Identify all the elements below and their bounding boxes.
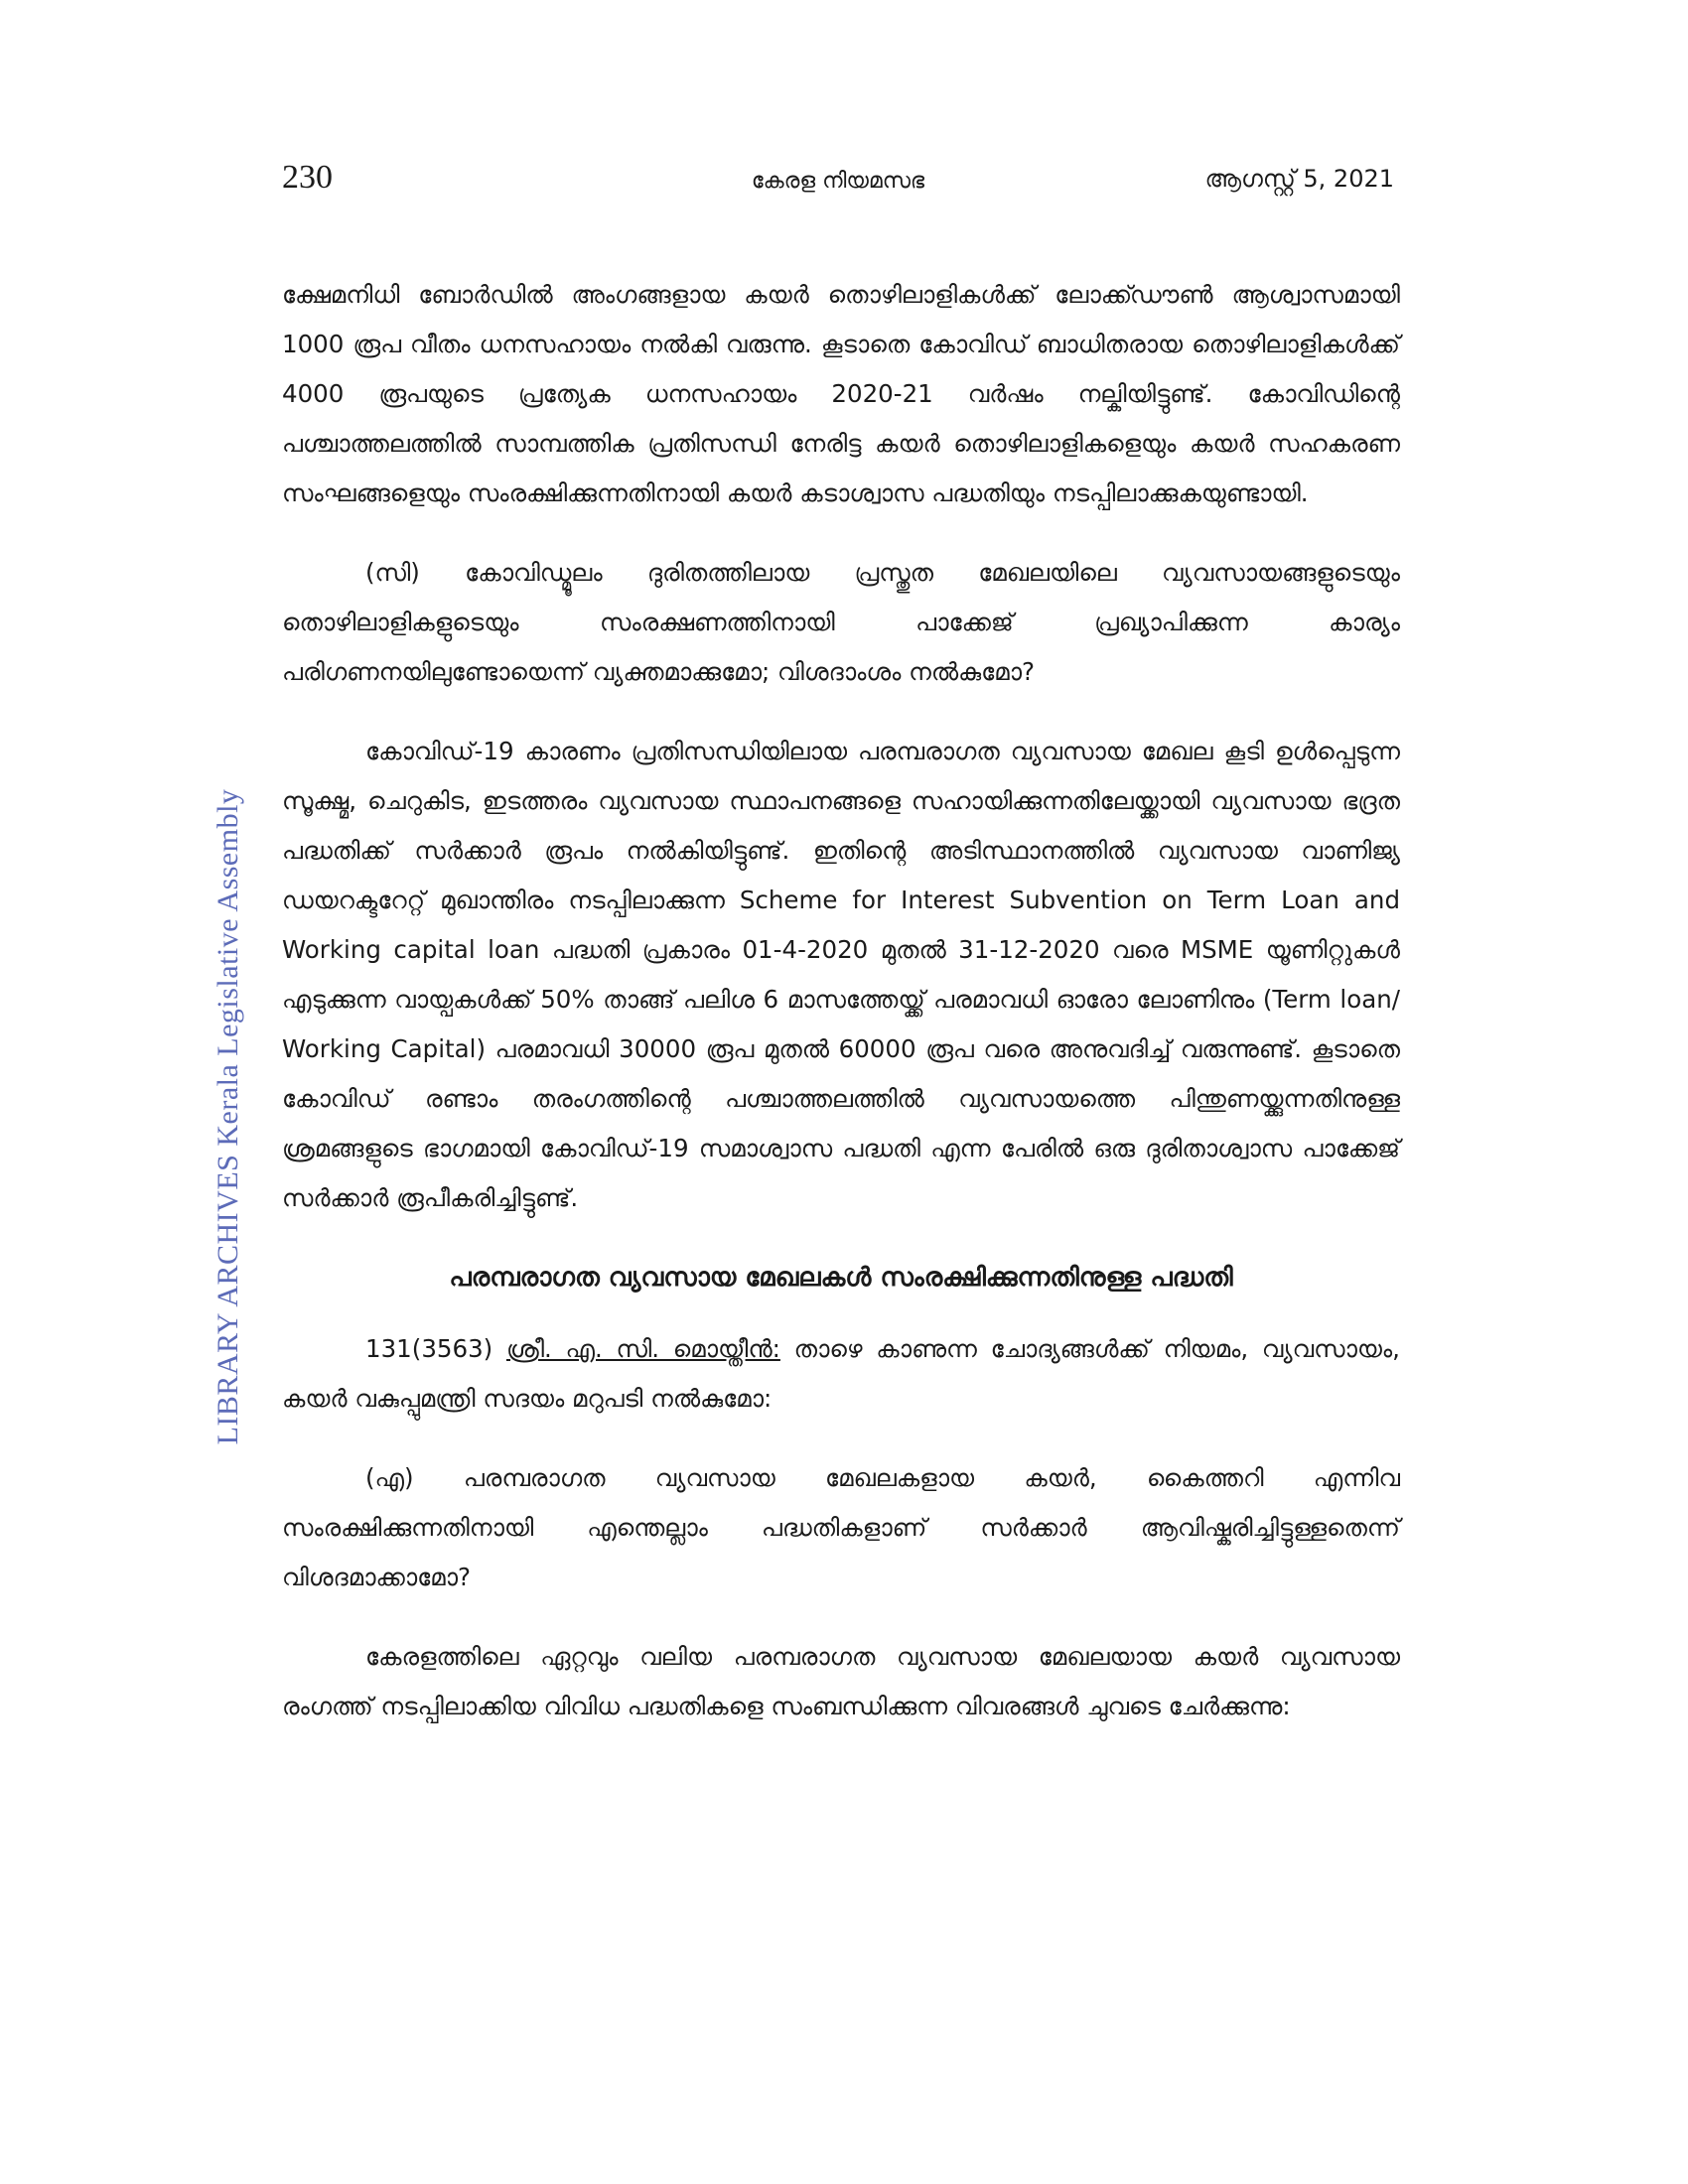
question-number: 131(3563) — [365, 1334, 493, 1363]
paragraph-coir-relief: ക്ഷേമനിധി ബോർഡിൽ അംഗങ്ങളായ കയർ തൊഴിലാളികൾക്ക് ലോക്ക്ഡൗൺ ആശ്വാസമായി 1000 രൂപ വീതം ധനസഹായം നൽകി വരുന്നു. കൂടാതെ കോവിഡ് ബാധിതരായ തൊഴിലാളികൾക്ക് 4000 രൂപയുടെ പ്രത്യേക ധനസഹായം 2020-21 വർഷം നല്കിയിട്ടുണ്ട്. കോവിഡിന്റെ പശ്ചാത്തലത്തിൽ സാമ്പത്തിക പ്രതിസന്ധി നേരിട്ട കയർ തൊഴിലാളികളെയും കയർ സഹകരണ സംഘങ്ങളെയും സംരക്ഷിക്കുന്നതിനായി കയർ കടാശ്വാസ പദ്ധതിയും നടപ്പിലാക്കുകയുണ്ടായി. — [282, 280, 1400, 507]
running-title: കേരള നിയമസഭ — [751, 169, 925, 194]
page-header — [282, 159, 1394, 208]
question-intro-text: താഴെ കാണുന്ന ചോദ്യങ്ങൾക്ക് നിയമം, വ്യവസായം, കയർ വകുപ്പുമന്ത്രി സദയം മറുപടി നൽകുമോ: — [282, 1334, 1400, 1413]
question-c: (സി) കോവിഡ്മൂലം ദുരിതത്തിലായ പ്രസ്തുത മേഖലയിലെ വ്യവസായങ്ങളുടെയും തൊഴിലാളികളുടെയും സംരക്ഷണത്തിനായി പാക്കേജ് പ്രഖ്യാപിക്കുന്ന കാര്യം പരിഗണനയിലുണ്ടോയെന്ന് വ്യക്തമാക്കുമോ; വിശദാംശം നൽകുമോ? — [282, 558, 1400, 686]
section-heading: പരമ്പരാഗത വ്യവസായ മേഖലകൾ സംരക്ഷിക്കുന്നതിനുള്ള പദ്ധതി — [449, 1263, 1233, 1293]
answer-a: കേരളത്തിലെ ഏറ്റവും വലിയ പരമ്പരാഗത വ്യവസായ മേഖലയായ കയർ വ്യവസായ രംഗത്ത് നടപ്പിലാക്കിയ വിവിധ പദ്ധതികളെ സംബന്ധിക്കുന്ന വിവരങ്ങൾ ചുവടെ ചേർക്കുന്നു: — [282, 1642, 1400, 1720]
page-number: 230 — [282, 159, 333, 196]
answer-c: കോവിഡ്-19 കാരണം പ്രതിസന്ധിയിലായ പരമ്പരാഗത വ്യവസായ മേഖല കൂടി ഉൾപ്പെടുന്ന സൂക്ഷ്മ, ചെറുകിട, ഇടത്തരം വ്യവസായ സ്ഥാപനങ്ങളെ സഹായിക്കുന്നതിലേയ്ക്കായി വ്യവസായ ഭദ്രത പദ്ധതിക്ക് സർക്കാർ രൂപം നൽകിയിട്ടുണ്ട്. ഇതിന്റെ അടിസ്ഥാനത്തിൽ വ്യവസായ വാണിജ്യ ഡയറക്ടറേറ്റ് മുഖാന്തിരം നടപ്പിലാക്കുന്ന Scheme for Interest Subvention on Term Loan and Working capital loan പദ്ധതി പ്രകാരം 01-4-2020 മുതൽ 31-12-2020 വരെ MSME യൂണിറ്റുകൾ എടുക്കുന്ന വായ്പകൾക്ക് 50% താങ്ങ് പലിശ 6 മാസത്തേയ്ക്ക് പരമാവധി ഓരോ ലോണിനും (Term loan/ Working Capital) പരമാവധി 30000 രൂപ മുതൽ 60000 രൂപ വരെ അനുവദിച്ച് വരുന്നുണ്ട്. കൂടാതെ കോവിഡ് രണ്ടാം തരംഗത്തിന്റെ പശ്ചാത്തലത്തിൽ വ്യവസായത്തെ പിന്തുണയ്ക്കുന്നതിനുള്ള ശ്രമങ്ങളുടെ ഭാഗമായി കോവിഡ്-19 സമാശ്വാസ പദ്ധതി എന്ന പേരിൽ ഒരു ദുരിതാശ്വാസ പാക്കേജ് സർക്കാർ രൂപീകരിച്ചിട്ടുണ്ട്. — [282, 737, 1400, 1212]
document-body — [282, 270, 1400, 1761]
member-name: ശ്രീ. എ. സി. മൊയ്തീൻ: — [505, 1334, 780, 1363]
question-a: (എ) പരമ്പരാഗത വ്യവസായ മേഖലകളായ കയർ, കൈത്തറി എന്നിവ സംരക്ഷിക്കുന്നതിനായി എന്തെല്ലാം പദ്ധതികളാണ് സർക്കാർ ആവിഷ്കരിച്ചിട്ടുള്ളതെന്ന് വിശദമാക്കാമോ? — [282, 1463, 1400, 1591]
library-watermark: LIBRARY ARCHIVES Kerala Legislative Assembly — [211, 788, 244, 1445]
header-date: ആഗസ്റ്റ് 5, 2021 — [1204, 165, 1394, 193]
question-intro — [282, 1324, 1400, 1424]
